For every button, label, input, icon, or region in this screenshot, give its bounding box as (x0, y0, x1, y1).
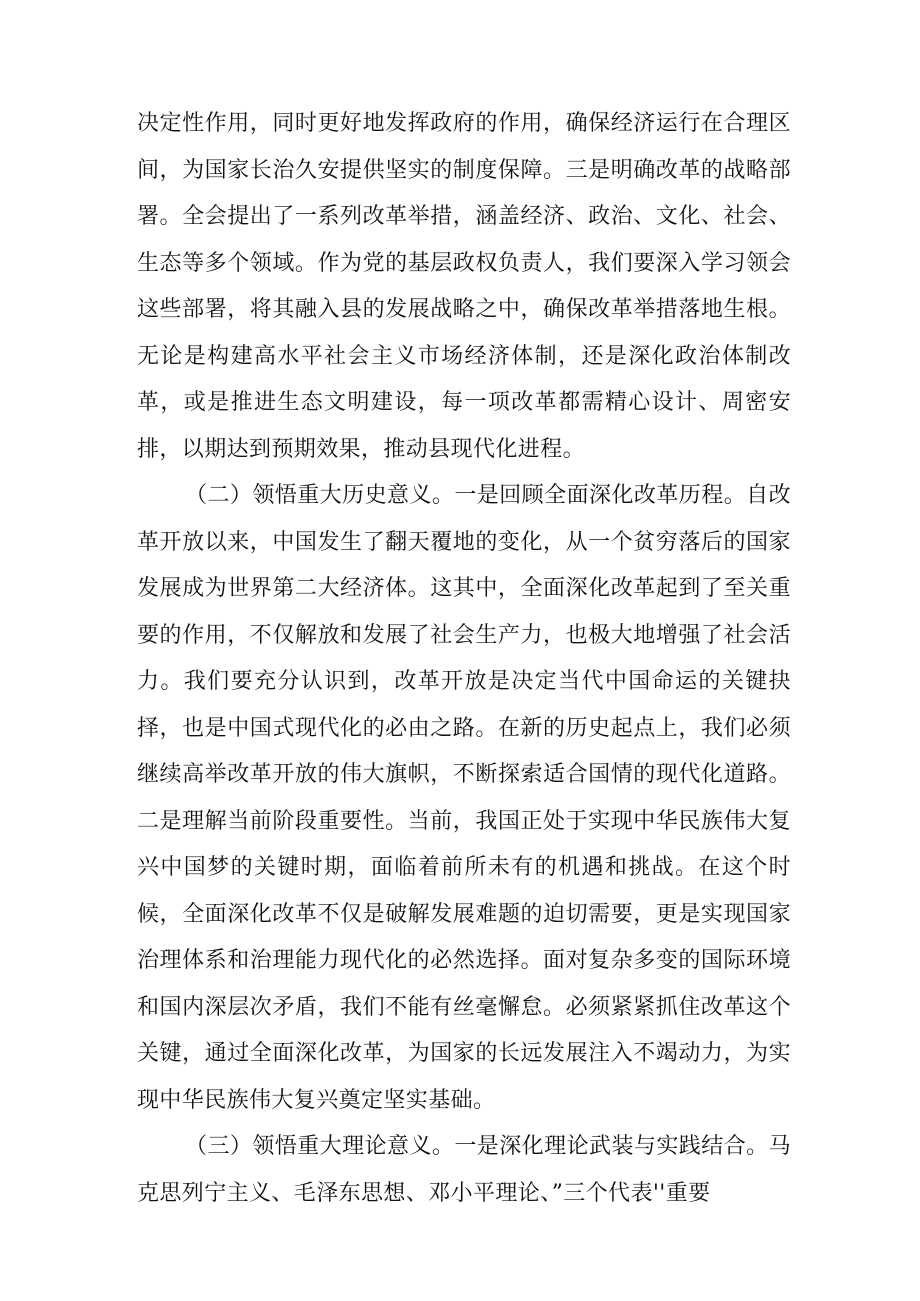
document-body (137, 101, 791, 1217)
paragraph-strategic-deployment: 决定性作用，同时更好地发挥政府的作用，确保经济运行在合理区间，为国家长治久安提供坚实的制度保障。三是明确改革的战略部署。全会提出了一系列改革举措，涵盖经济、政治、文化、社会、生态等多个领域。作为党的基层政权负责人，我们要深入学习领会这些部署，将其融入县的发展战略之中，确保改革举措落地生根。无论是构建高水平社会主义市场经济体制，还是深化政治体制改革，或是推进生态文明建设，每一项改革都需精心设计、周密安排，以期达到预期效果，推动县现代化进程。 (137, 111, 791, 462)
paragraph-historical-significance: （二）领悟重大历史意义。一是回顾全面深化改革历程。自改革开放以来，中国发生了翻天覆地的变化，从一个贫穷落后的国家发展成为世界第二大经济体。这其中，全面深化改革起到了至关重要的作用，不仅解放和发展了社会生产力，也极大地增强了社会活力。我们要充分认识到，改革开放是决定当代中国命运的关键抉择，也是中国式现代化的必由之路。在新的历史起点上，我们必须继续高举改革开放的伟大旗帜，不断探索适合国情的现代化道路。二是理解当前阶段重要性。当前，我国正处于实现中华民族伟大复兴中国梦的关键时期，面临着前所未有的机遇和挑战。在这个时候，全面深化改革不仅是破解发展难题的迫切需要，更是实现国家治理体系和治理能力现代化的必然选择。面对复杂多变的国际环境和国内深层次矛盾，我们不能有丝毫懈怠。必须紧紧抓住改革这个关键，通过全面深化改革，为国家的长远发展注入不竭动力，为实现中华民族伟大复兴奠定坚实基础。 (137, 483, 791, 1113)
paragraph-theoretical-significance: （三）领悟重大理论意义。一是深化理论武装与实践结合。马克思列宁主义、毛泽东思想、邓小平理论、”三个代表''重要 (137, 1134, 791, 1206)
